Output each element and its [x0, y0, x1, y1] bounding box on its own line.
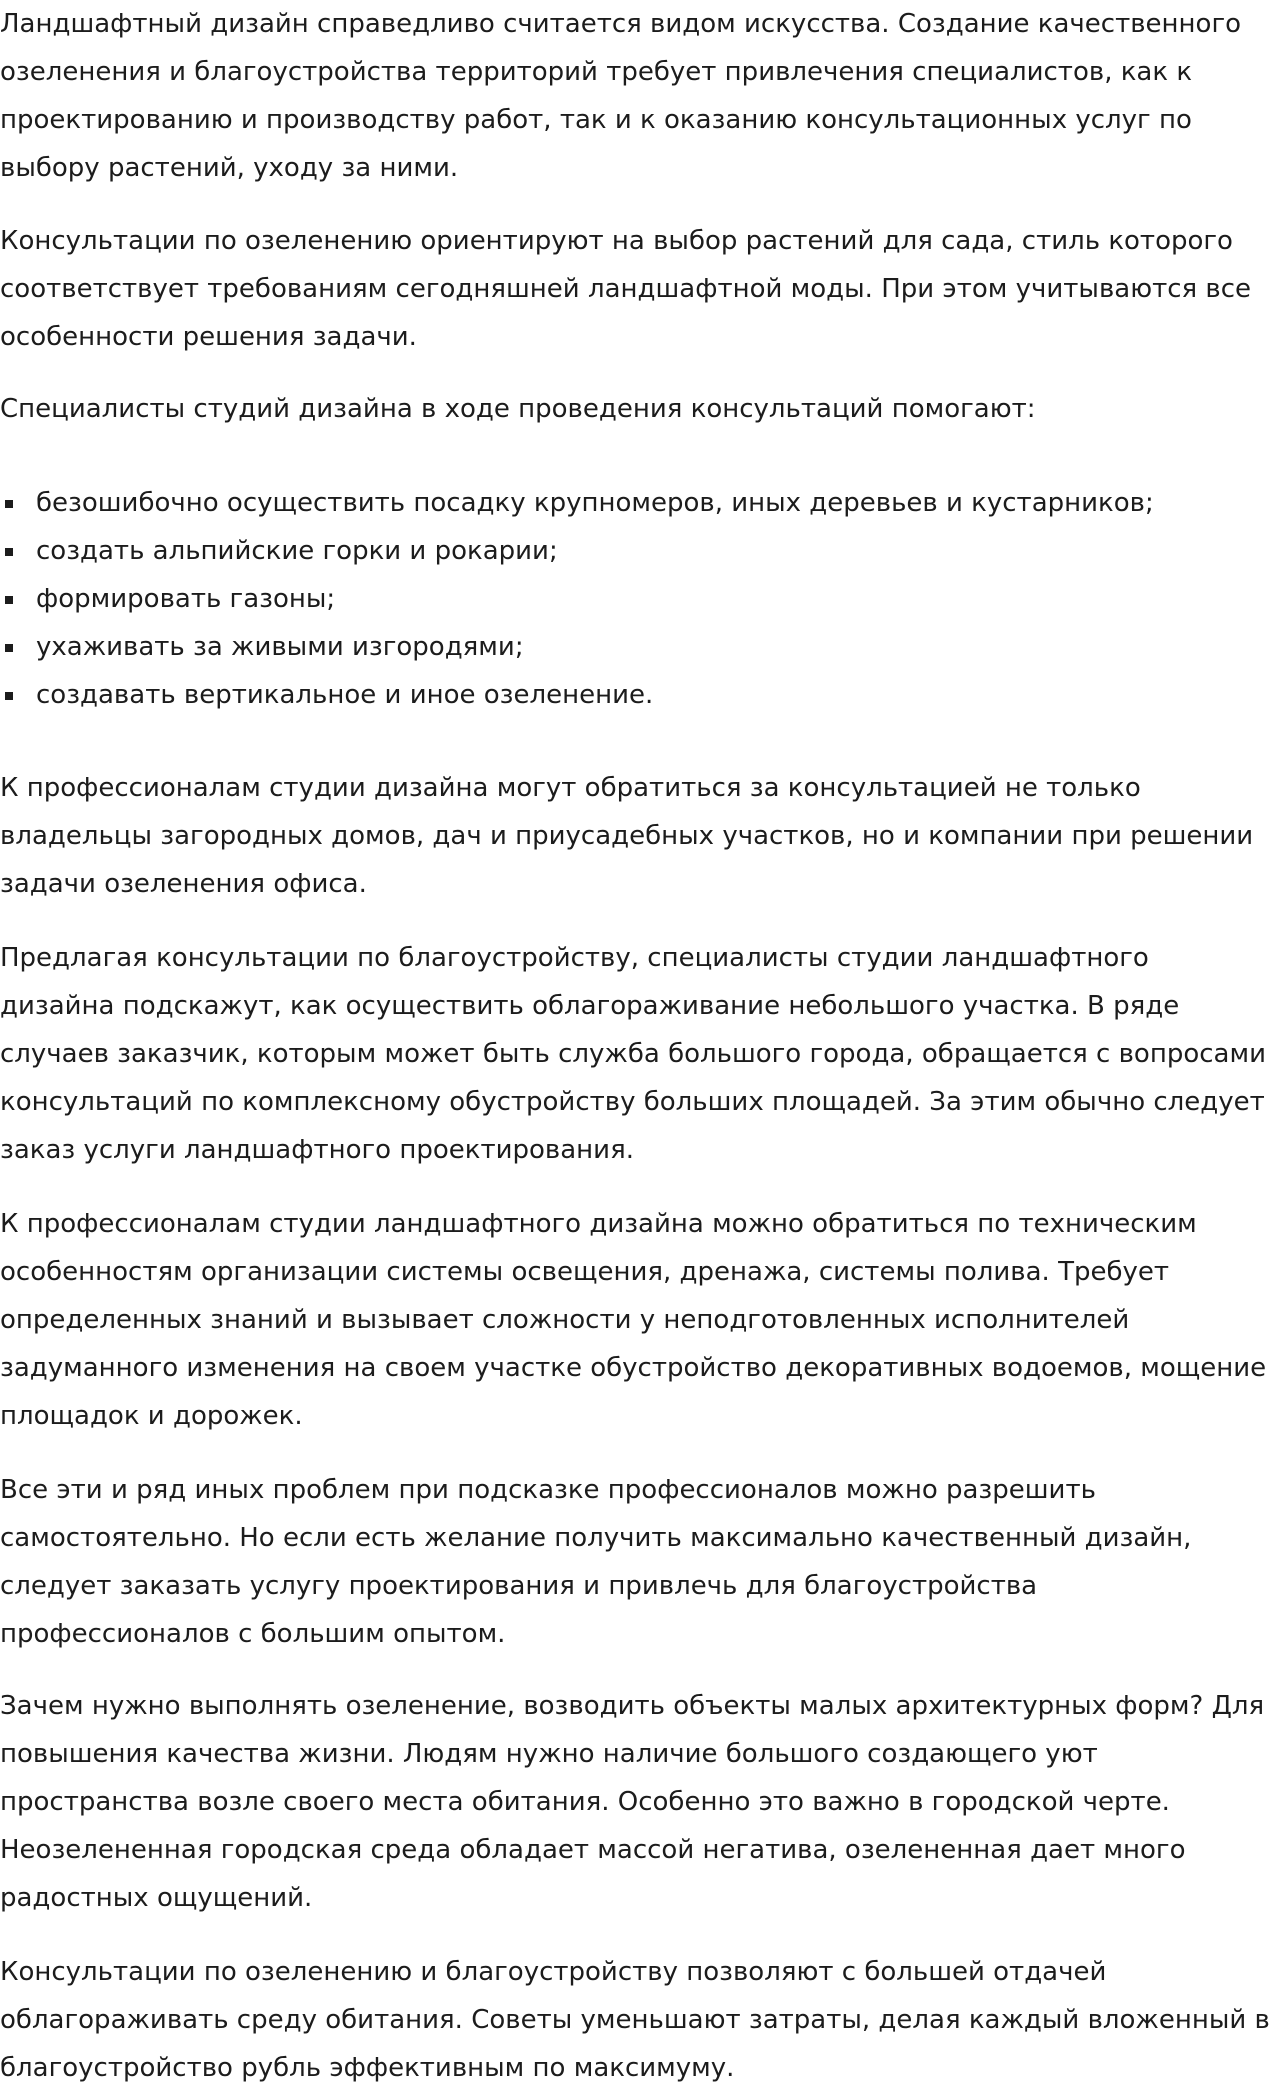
text-line: особенности решения задачи. — [0, 322, 417, 352]
text-line: соответствует требованиям сегодняшней ландшафтной моды. При этом учитываются все — [0, 274, 1252, 304]
list-item — [0, 527, 1270, 575]
text-line: Ландшафтный дизайн справедливо считается видом искусства. Создание качественного — [0, 9, 1242, 39]
text-line: выбору растений, уходу за ними. — [0, 153, 459, 183]
square-bullet-icon — [5, 692, 13, 700]
paragraph-why-greening — [0, 1682, 1270, 1922]
paragraph-intro — [0, 0, 1270, 192]
text-line: владельцы загородных домов, дач и приусадебных участков, но и компании при решении — [0, 821, 1254, 851]
text-line: задачи озеленения офиса. — [0, 869, 367, 899]
square-bullet-icon — [5, 596, 13, 604]
text-line: следует заказать услугу проектирования и привлечь для благоустройства — [0, 1571, 1038, 1601]
text-line: консультаций по комплексному обустройству больших площадей. За этим обычно следует — [0, 1087, 1265, 1117]
text-line: заказ услуги ландшафтного проектирования. — [0, 1135, 634, 1165]
square-bullet-icon — [5, 500, 13, 508]
text-line: Неозелененная городская среда обладает массой негатива, озелененная дает много — [0, 1835, 1186, 1865]
paragraph-list-intro — [0, 385, 1270, 433]
list-item-text: создать альпийские горки и рокарии; — [36, 536, 558, 566]
text-line: Консультации по озеленению ориентируют на выбор растений для сада, стиль которого — [0, 226, 1233, 256]
list-item — [0, 623, 1270, 671]
list-item — [0, 671, 1270, 719]
text-line: определенных знаний и вызывает сложности у неподготовленных исполнителей — [0, 1305, 1130, 1335]
paragraph-conclusion — [0, 1948, 1270, 2092]
list-item-text: безошибочно осуществить посадку крупномеров, иных деревьев и кустарников; — [36, 488, 1154, 518]
text-line: Специалисты студий дизайна в ходе проведения консультаций помогают: — [0, 394, 1036, 424]
square-bullet-icon — [5, 548, 13, 556]
paragraph-consultation-plants — [0, 217, 1270, 361]
text-line: пространства возле своего места обитания. Особенно это важно в городской черте. — [0, 1787, 1170, 1817]
paragraph-improvement — [0, 934, 1270, 1174]
text-line: К профессионалам студии дизайна могут обратиться за консультацией не только — [0, 773, 1141, 803]
text-line: облагораживать среду обитания. Советы уменьшают затраты, делая каждый вложенный в — [0, 2005, 1270, 2035]
text-line: повышения качества жизни. Людям нужно наличие большого создающего уют — [0, 1739, 1098, 1769]
paragraph-clients — [0, 764, 1270, 908]
services-list — [0, 479, 1270, 719]
square-bullet-icon — [5, 644, 13, 652]
text-line: случаев заказчик, которым может быть служба большого города, обращается с вопросами — [0, 1039, 1266, 1069]
text-line: самостоятельно. Но если есть желание получить максимально качественный дизайн, — [0, 1523, 1192, 1553]
paragraph-self-solve — [0, 1466, 1270, 1658]
text-line: радостных ощущений. — [0, 1883, 313, 1913]
text-line: Зачем нужно выполнять озеленение, возводить объекты малых архитектурных форм? Для — [0, 1691, 1265, 1721]
text-line: профессионалов с большим опытом. — [0, 1619, 506, 1649]
paragraph-technical — [0, 1200, 1270, 1440]
list-item-text: создавать вертикальное и иное озеленение. — [36, 680, 654, 710]
text-line: проектированию и производству работ, так и к оказанию консультационных услуг по — [0, 105, 1192, 135]
text-line: Предлагая консультации по благоустройству, специалисты студии ландшафтного — [0, 943, 1149, 973]
text-line: задуманного изменения на своем участке обустройство декоративных водоемов, мощение — [0, 1353, 1267, 1383]
list-item-text: формировать газоны; — [36, 584, 336, 614]
text-line: особенностям организации системы освещения, дренажа, системы полива. Требует — [0, 1257, 1170, 1287]
list-item — [0, 479, 1270, 527]
text-line: дизайна подскажут, как осуществить облагораживание небольшого участка. В ряде — [0, 991, 1180, 1021]
list-item — [0, 575, 1270, 623]
list-item-text: ухаживать за живыми изгородями; — [36, 632, 524, 662]
text-line: Все эти и ряд иных проблем при подсказке профессионалов можно разрешить — [0, 1475, 1096, 1505]
text-line: К профессионалам студии ландшафтного дизайна можно обратиться по техническим — [0, 1209, 1197, 1239]
text-line: Консультации по озеленению и благоустройству позволяют с большей отдачей — [0, 1957, 1107, 1987]
text-line: благоустройство рубль эффективным по максимуму. — [0, 2053, 735, 2083]
text-line: площадок и дорожек. — [0, 1401, 303, 1431]
text-line: озеленения и благоустройства территорий требует привлечения специалистов, как к — [0, 57, 1193, 87]
